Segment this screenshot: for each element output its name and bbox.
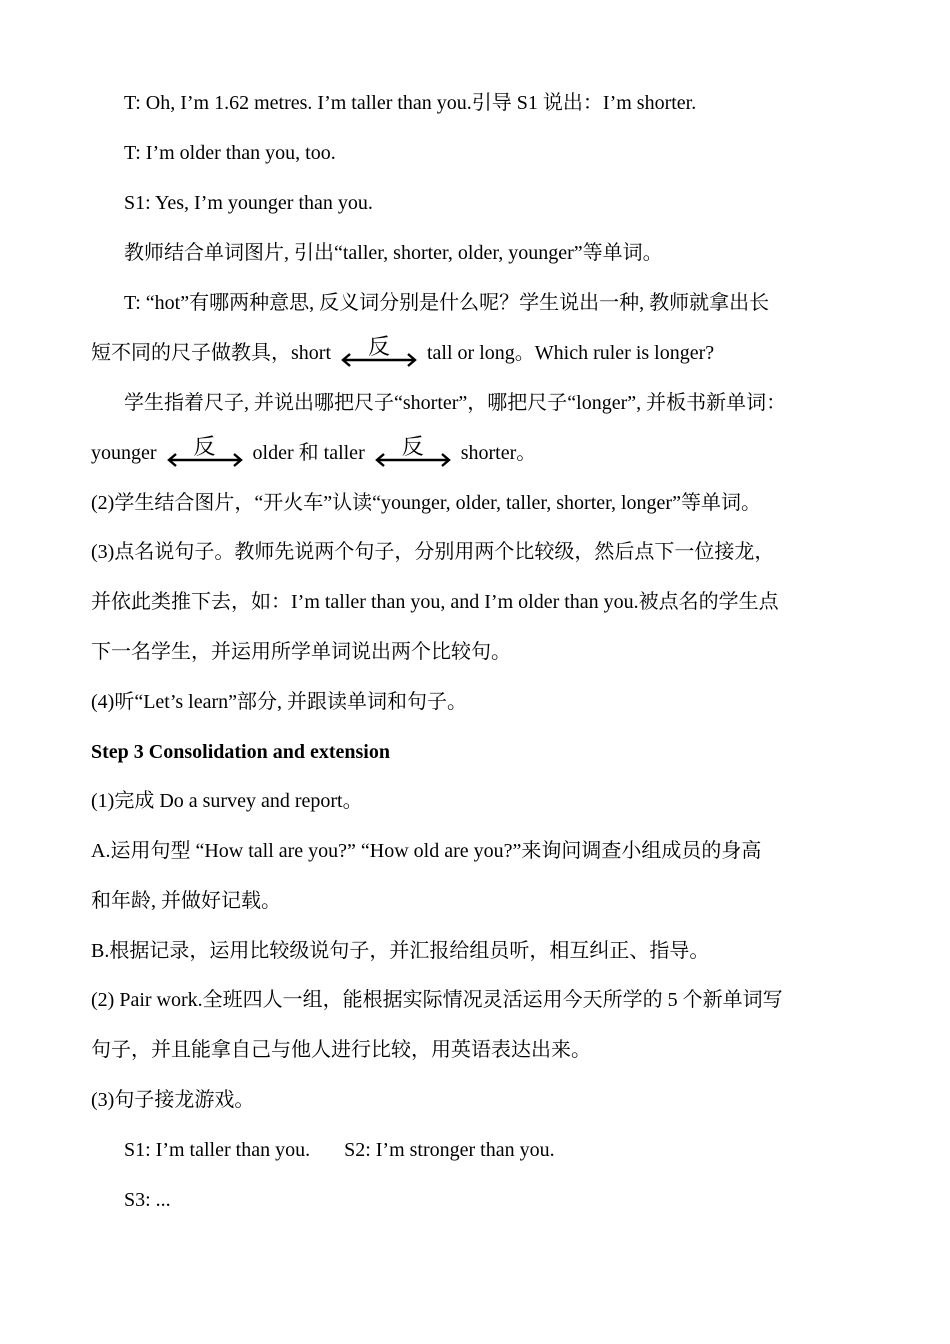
step3-item-2-line-1: (2) Pair work.全班四人一组，能根据实际情况灵活运用今天所学的 5 个新单词写 — [91, 989, 783, 1011]
sentence-s3: S3: ... — [124, 1189, 171, 1211]
sentence-s2: S2: I’m stronger than you. — [344, 1139, 555, 1161]
double-arrow-icon — [340, 353, 418, 367]
step3-item-A-line-1: A.运用句型 “How tall are you?” “How old are you?”来询问调查小组成员的身高 — [91, 840, 762, 862]
ruler-line-text-a: 短不同的尺子做教具，short — [91, 342, 331, 364]
sentence-chain-line — [124, 1136, 555, 1164]
double-arrow-icon — [374, 453, 452, 467]
step3-item-A-line-2: 和年龄, 并做好记载。 — [91, 890, 281, 912]
ruler-line-text-b: tall or long。Which ruler is longer? — [427, 342, 715, 364]
word-older-taller: older 和 taller — [252, 442, 365, 464]
antonym-arrow-3 — [374, 434, 452, 467]
step3-item-1: (1)完成 Do a survey and report。 — [91, 790, 363, 812]
ruler-line — [91, 334, 715, 367]
word-shorter: shorter。 — [460, 442, 537, 464]
step3-item-2-line-2: 句子，并且能拿自己与他人进行比较，用英语表达出来。 — [91, 1039, 591, 1061]
step2-item-2: (2)学生结合图片，“开火车”认读“younger, older, taller, shorter, longer”等单词。 — [91, 492, 761, 514]
antonym-arrow-2 — [166, 434, 244, 467]
step2-item-4: (4)听“Let’s learn”部分, 并跟读单词和句子。 — [91, 691, 468, 713]
step2-item-3-line-3: 下一名学生，并运用所学单词说出两个比较句。 — [91, 641, 511, 663]
step3-heading: Step 3 Consolidation and extension — [91, 741, 390, 763]
step2-item-3-line-2: 并依此类推下去，如：I’m taller than you, and I’m older than you.被点名的学生点 — [91, 591, 779, 613]
step3-item-3: (3)句子接龙游戏。 — [91, 1089, 255, 1111]
antonym-char: 反 — [193, 434, 216, 459]
step2-item-3-line-1: (3)点名说句子。教师先说两个句子，分别用两个比较级，然后点下一位接龙， — [91, 541, 775, 563]
sentence-s1: S1: I’m taller than you. — [124, 1139, 311, 1161]
dialogue-line-1: T: Oh, I’m 1.62 metres. I’m taller than you.引导 S1 说出：I’m shorter. — [124, 92, 697, 114]
antonym-arrow-1 — [340, 334, 418, 367]
board-words-line: 学生指着尺子, 并说出哪把尺子“shorter”，哪把尺子“longer”, 并板书新单词： — [124, 392, 787, 414]
dialogue-line-3: S1: Yes, I’m younger than you. — [124, 192, 373, 214]
step3-item-B: B.根据记录，运用比较级说句子，并汇报给组员听，相互纠正、指导。 — [91, 940, 710, 962]
antonym-char: 反 — [367, 334, 390, 359]
antonym-char: 反 — [401, 434, 424, 459]
antonym-pairs-line — [91, 434, 537, 467]
word-younger: younger — [91, 442, 157, 464]
dialogue-line-2: T: I’m older than you, too. — [124, 142, 336, 164]
intro-words-line: 教师结合单词图片, 引出“taller, shorter, older, younger”等单词。 — [124, 242, 663, 264]
double-arrow-icon — [166, 453, 244, 467]
hot-question-line: T: “hot”有哪两种意思, 反义词分别是什么呢？学生说出一种, 教师就拿出长 — [124, 292, 770, 314]
